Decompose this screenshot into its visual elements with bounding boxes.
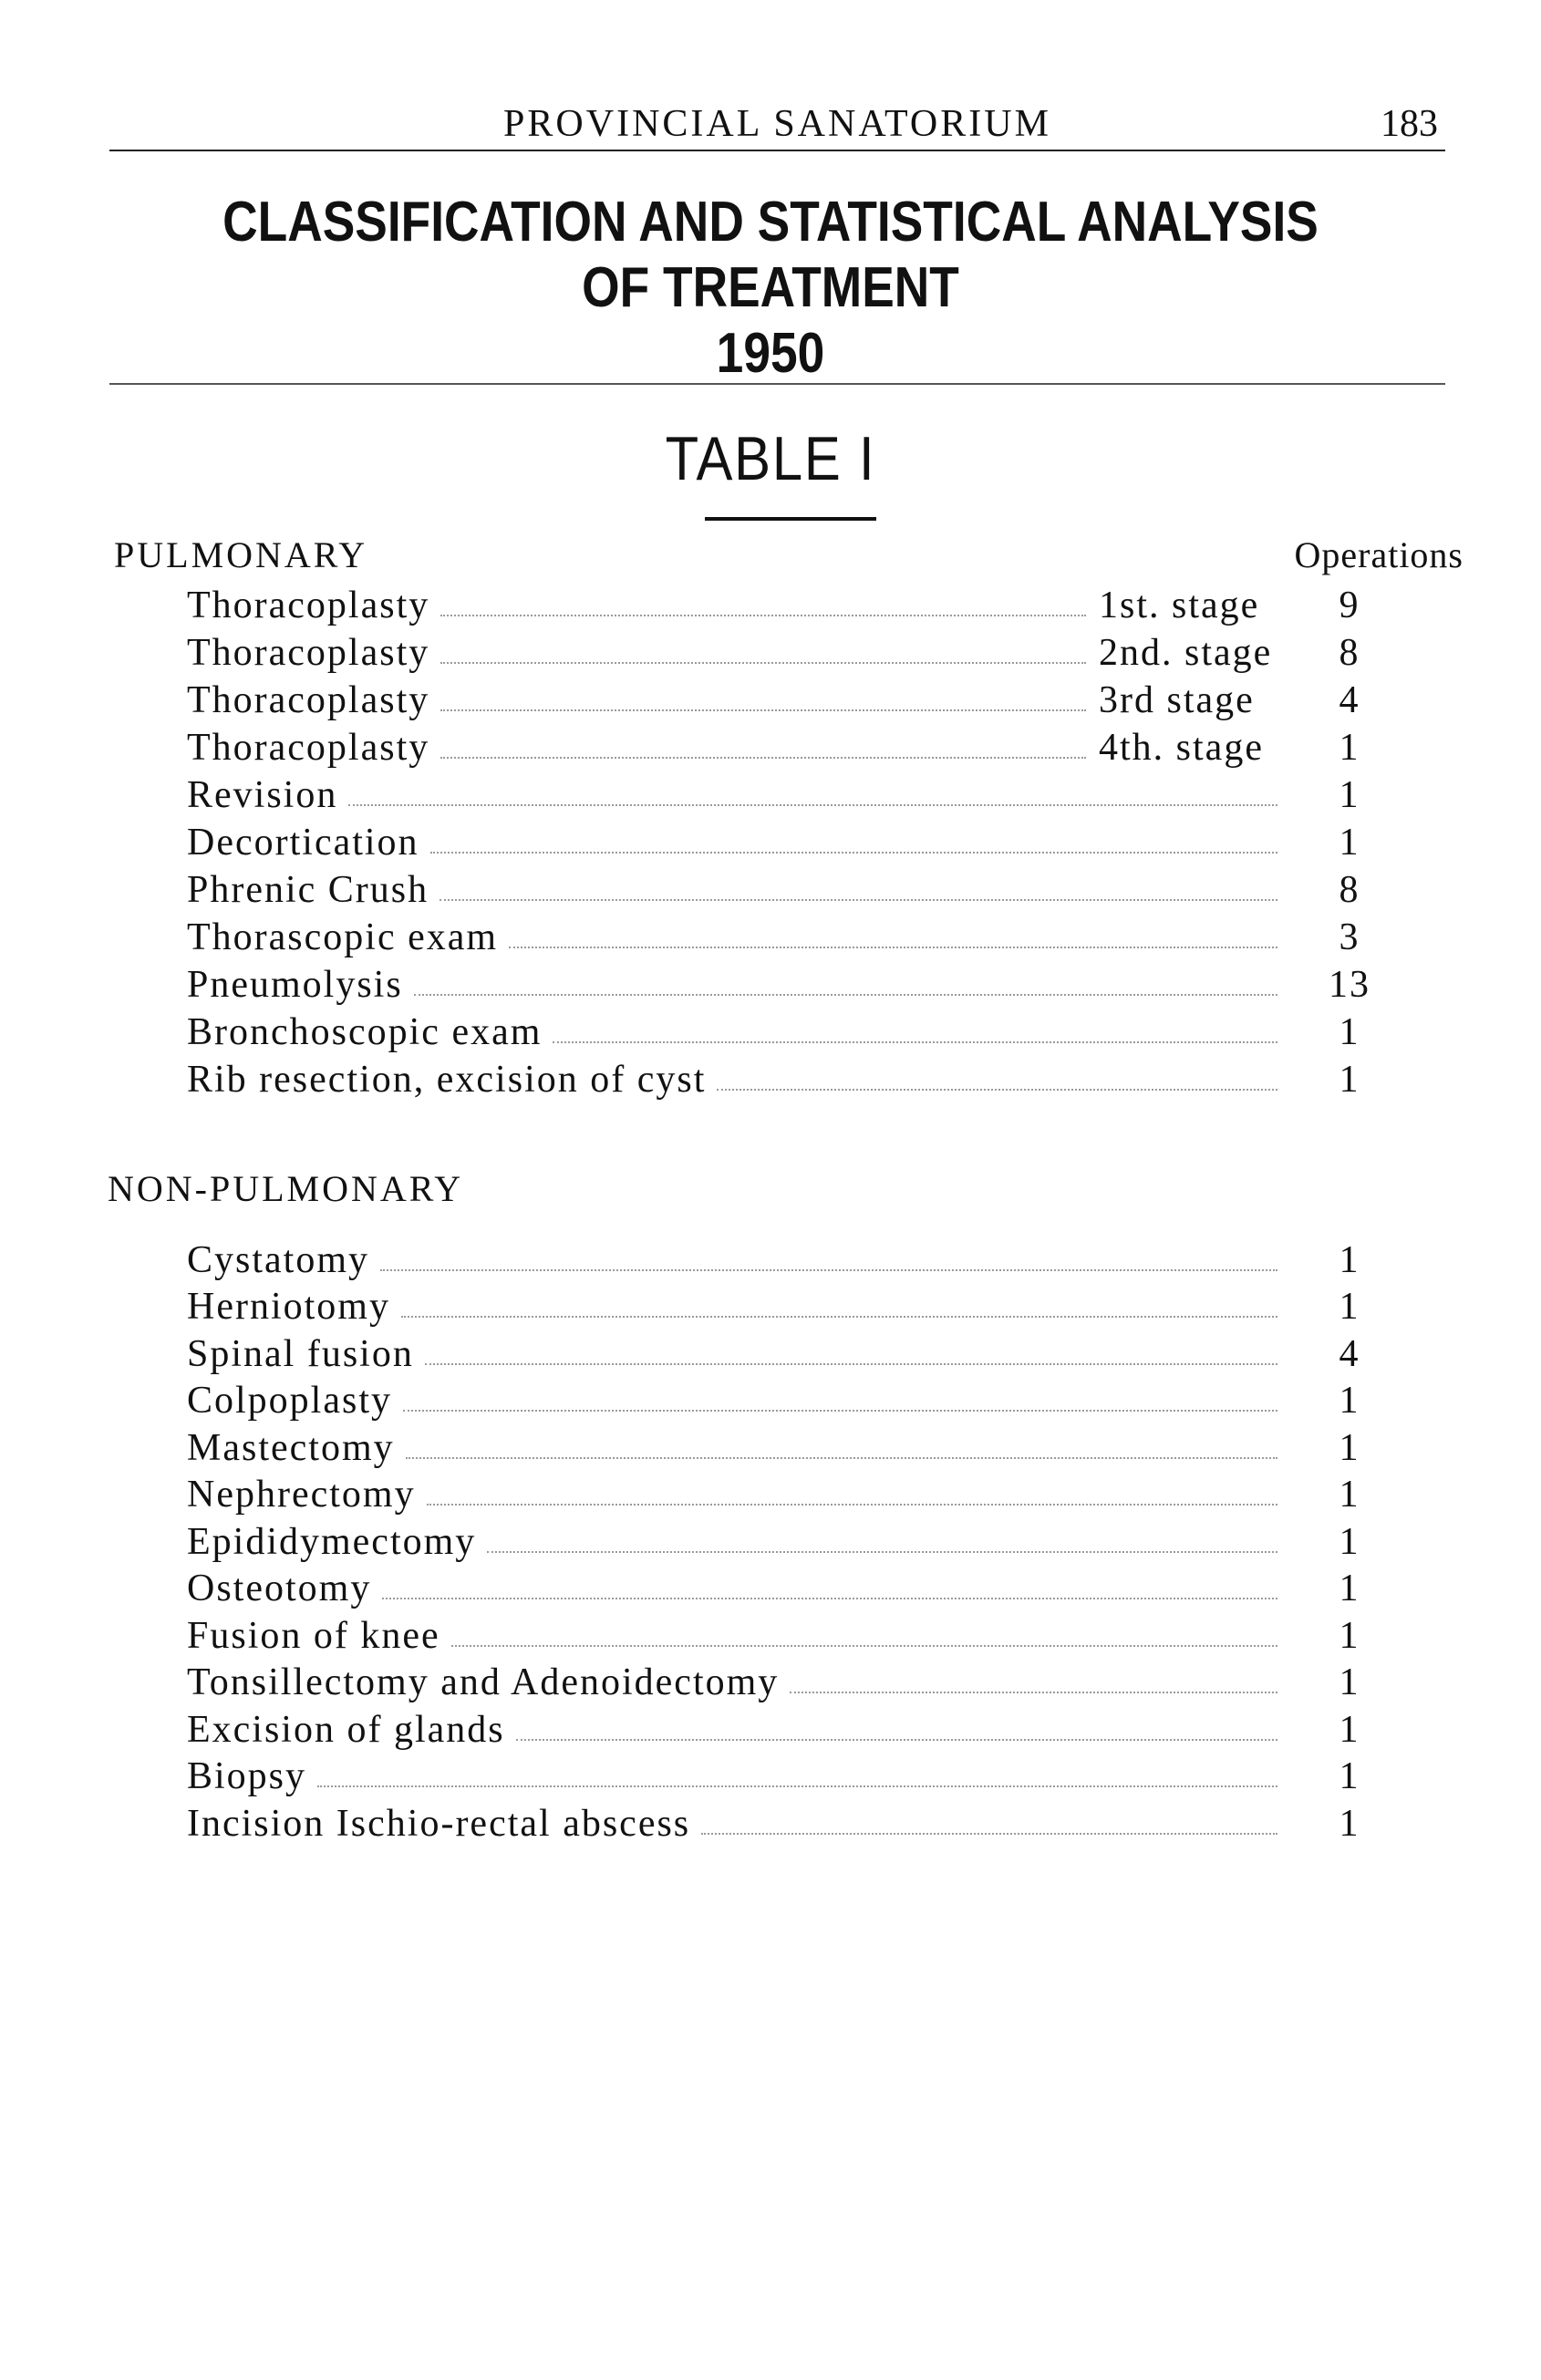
list-item	[187, 1056, 1409, 1103]
running-head	[109, 98, 1445, 151]
list-item	[187, 1518, 1409, 1566]
title-line-2: OF TREATMENT	[582, 256, 959, 319]
operation-count: 8	[1339, 869, 1360, 911]
operation-name: Osteotomy	[187, 1568, 372, 1610]
list-item	[187, 771, 1409, 819]
operation-stage: 2nd. stage	[1099, 632, 1273, 674]
non-pulmonary-heading: NON-PULMONARY	[108, 1168, 464, 1209]
operation-name: Phrenic Crush	[187, 869, 429, 911]
list-item	[187, 1800, 1409, 1847]
operation-name: Pneumolysis	[187, 964, 403, 1006]
operation-name: Tonsillectomy and Adenoidectomy	[187, 1661, 780, 1704]
dot-leader	[487, 1544, 1277, 1553]
list-item	[187, 961, 1409, 1009]
operation-count: 1	[1339, 1059, 1360, 1101]
dot-leader	[425, 1356, 1277, 1365]
non-pulmonary-list	[187, 1237, 1409, 1847]
dot-leader	[790, 1684, 1277, 1693]
operation-name: Nephrectomy	[187, 1474, 416, 1516]
operation-name: Biopsy	[187, 1755, 307, 1798]
operation-name: Cystatomy	[187, 1238, 370, 1281]
operation-name: Decortication	[187, 822, 419, 864]
page-number: 183	[1381, 103, 1438, 145]
running-title: PROVINCIAL SANATORIUM	[503, 103, 1051, 145]
title-year: 1950	[716, 322, 825, 385]
operation-count: 1	[1339, 1614, 1360, 1657]
list-item	[187, 1612, 1409, 1660]
operation-count: 1	[1339, 1661, 1360, 1704]
dot-leader	[717, 1081, 1277, 1091]
table-title-rule	[705, 517, 876, 521]
title-divider	[109, 383, 1445, 385]
list-item	[187, 1378, 1409, 1425]
operation-count: 4	[1339, 1332, 1360, 1375]
operation-count: 1	[1339, 1426, 1360, 1469]
main-title	[171, 190, 1370, 387]
dot-leader	[553, 1034, 1277, 1043]
dot-leader	[427, 1496, 1277, 1506]
dot-leader	[401, 1309, 1277, 1318]
operation-name: Colpoplasty	[187, 1380, 393, 1423]
dot-leader	[451, 1638, 1277, 1647]
operation-count: 1	[1339, 1474, 1360, 1516]
operation-count: 1	[1339, 1708, 1360, 1751]
dot-leader	[701, 1826, 1277, 1835]
dot-leader	[382, 1590, 1277, 1599]
dot-leader	[430, 844, 1277, 854]
operation-count: 1	[1339, 1755, 1360, 1798]
operation-count: 1	[1339, 1568, 1360, 1610]
list-item	[187, 819, 1409, 866]
operation-name: Spinal fusion	[187, 1332, 414, 1375]
operation-count: 1	[1339, 1238, 1360, 1281]
dot-leader	[348, 797, 1277, 806]
list-item	[187, 1472, 1409, 1519]
title-line-1: CLASSIFICATION AND STATISTICAL ANALYSIS	[222, 191, 1319, 254]
operation-count: 8	[1339, 632, 1360, 674]
operation-stage: 3rd stage	[1099, 679, 1255, 721]
dot-leader	[317, 1778, 1277, 1787]
operation-name: Fusion of knee	[187, 1614, 440, 1657]
dot-leader	[403, 1402, 1277, 1412]
operation-name: Thoracoplasty	[187, 727, 430, 769]
list-item	[187, 582, 1409, 629]
list-item	[187, 1754, 1409, 1801]
dot-leader	[440, 702, 1086, 711]
pulmonary-heading: PULMONARY	[114, 534, 368, 575]
dot-leader	[440, 892, 1277, 901]
list-item	[187, 1330, 1409, 1378]
list-item	[187, 677, 1409, 724]
list-item	[187, 1566, 1409, 1613]
operation-name: Thoracoplasty	[187, 585, 430, 626]
dot-leader	[380, 1262, 1277, 1271]
operation-name: Rib resection, excision of cyst	[187, 1059, 707, 1101]
list-item	[187, 1009, 1409, 1056]
operation-count: 3	[1339, 916, 1360, 958]
list-item	[187, 724, 1409, 771]
operation-count: 1	[1339, 727, 1360, 769]
operation-stage: 1st. stage	[1099, 585, 1260, 626]
operation-count: 1	[1339, 822, 1360, 864]
operation-name: Epididymectomy	[187, 1520, 477, 1563]
list-item	[187, 1706, 1409, 1754]
operation-count: 1	[1339, 1286, 1360, 1329]
dot-leader	[516, 1732, 1277, 1741]
list-item	[187, 1284, 1409, 1331]
operation-stage: 4th. stage	[1099, 727, 1264, 769]
operation-count: 9	[1339, 585, 1360, 626]
operation-name: Bronchoscopic exam	[187, 1011, 543, 1053]
dot-leader	[440, 655, 1086, 664]
pulmonary-list	[187, 582, 1409, 1103]
operation-count: 1	[1339, 1011, 1360, 1053]
operations-column-heading: Operations	[1294, 534, 1463, 575]
list-item	[187, 866, 1409, 914]
operation-count: 1	[1339, 1380, 1360, 1423]
operation-count: 1	[1339, 1520, 1360, 1563]
list-item	[187, 1660, 1409, 1707]
operation-count: 1	[1339, 774, 1360, 816]
operation-name: Thoracoplasty	[187, 679, 430, 721]
operation-count: 4	[1339, 679, 1360, 721]
operation-count: 13	[1329, 964, 1370, 1006]
dot-leader	[414, 987, 1277, 996]
list-item	[187, 914, 1409, 961]
operation-name: Herniotomy	[187, 1286, 390, 1329]
operation-name: Excision of glands	[187, 1708, 505, 1751]
operation-count: 1	[1339, 1802, 1360, 1845]
list-item	[187, 1424, 1409, 1472]
operation-name: Incision Ischio-rectal abscess	[187, 1802, 691, 1845]
operation-name: Thoracoplasty	[187, 632, 430, 674]
dot-leader	[440, 750, 1086, 759]
dot-leader	[440, 607, 1086, 616]
operation-name: Revision	[187, 774, 338, 816]
operation-name: Mastectomy	[187, 1426, 395, 1469]
list-item	[187, 1237, 1409, 1284]
table-title: TABLE I	[665, 424, 876, 493]
list-item	[187, 629, 1409, 677]
dot-leader	[509, 939, 1277, 948]
dot-leader	[406, 1450, 1277, 1459]
operation-name: Thorascopic exam	[187, 916, 499, 958]
